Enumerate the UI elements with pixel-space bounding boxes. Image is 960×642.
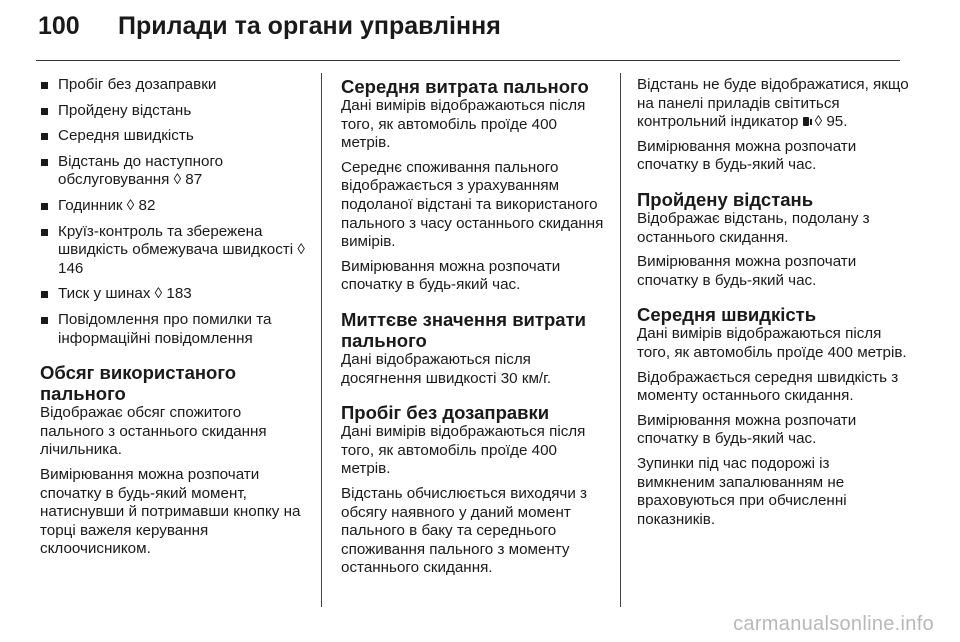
section-heading-average-speed: Середня швидкість	[637, 304, 817, 326]
paragraph: Зупинки під час подорожі із вимкненим запалюванням не враховуються при обчисленні показників.	[637, 454, 847, 528]
paragraph: Дані вимірів відображаються після того, як автомобіль проїде 400 метрів.	[341, 423, 586, 478]
column-3	[637, 76, 910, 535]
list-item: Круїз-контроль та збережена швидкість обмежувача швидкості ◊ 146	[40, 223, 308, 279]
paragraph: Відстань обчислюється виходячи з обсягу наявного у даний момент пального в баку та середнього споживання пального з моменту останнього скидання.	[341, 484, 588, 577]
page-header	[0, 0, 960, 62]
page-reference: ◊ 95.	[814, 113, 848, 131]
list-item: Тиск у шинах ◊ 183	[40, 285, 308, 304]
section-heading-instant-consumption: Миттєве значення витрати пального	[341, 308, 587, 351]
list-item: Відстань до наступного обслуговування ◊ 87	[40, 153, 308, 190]
page-number: 100	[38, 12, 80, 40]
list-item: Повідомлення про помилки та інформаційні повідомлення	[40, 311, 308, 348]
section-heading-range: Пробіг без дозаправки	[341, 402, 550, 424]
column-divider-1	[321, 73, 322, 607]
list-item: Годинник ◊ 82	[40, 197, 308, 216]
paragraph-text: Відстань не буде відображатися, якщо на панелі приладів світиться контрольний індикатор	[637, 76, 909, 131]
bullet-list	[40, 76, 308, 348]
watermark: carmanualsonline.info	[733, 613, 934, 635]
paragraph: Відображається середня швидкість з моменту останнього скидання.	[637, 368, 899, 405]
list-item: Пробіг без дозаправки	[40, 76, 308, 95]
column-1	[40, 76, 308, 565]
paragraph: Дані відображаються після досягнення швидкості 30 км/г.	[341, 350, 552, 387]
fuel-indicator-icon	[803, 116, 813, 127]
column-2	[341, 76, 607, 584]
paragraph: Відображає відстань, подолану з останнього скидання.	[637, 209, 870, 246]
paragraph: Відображає обсяг спожитого пального з останнього скидання лічильника.	[40, 404, 267, 459]
list-item: Середня швидкість	[40, 127, 308, 146]
paragraph	[637, 76, 910, 132]
header-divider	[36, 60, 900, 61]
paragraph: Вимірювання можна розпочати спочатку в будь-який момент, натиснувши й потримавши кнопку на торці важеля керування склоочисником.	[40, 465, 301, 558]
section-heading-fuel-used: Обсяг використаного пального	[40, 362, 237, 405]
section-heading-average-consumption: Середня витрата пального	[341, 76, 589, 97]
paragraph: Вимірювання можна розпочати спочатку в будь-який час.	[637, 253, 857, 289]
page-title: Прилади та органи управління	[118, 12, 501, 40]
paragraph: Середнє споживання пального відображається з урахуванням подоланої відстані та використаного пального з часу останнього скидання вимірів.	[341, 158, 604, 251]
paragraph: Дані вимірів відображаються після того, як автомобіль проїде 400 метрів.	[341, 97, 586, 152]
section-heading-trip-distance: Пройдену відстань	[637, 188, 814, 210]
paragraph: Дані вимірів відображаються після того, як автомобіль проїде 400 метрів.	[637, 325, 907, 361]
paragraph: Вимірювання можна розпочати спочатку в будь-який час.	[637, 411, 857, 448]
paragraph: Вимірювання можна розпочати спочатку в будь-який час.	[637, 137, 857, 174]
paragraph: Вимірювання можна розпочати спочатку в будь-який час.	[341, 257, 561, 294]
column-divider-2	[620, 73, 621, 607]
list-item: Пройдену відстань	[40, 102, 308, 121]
